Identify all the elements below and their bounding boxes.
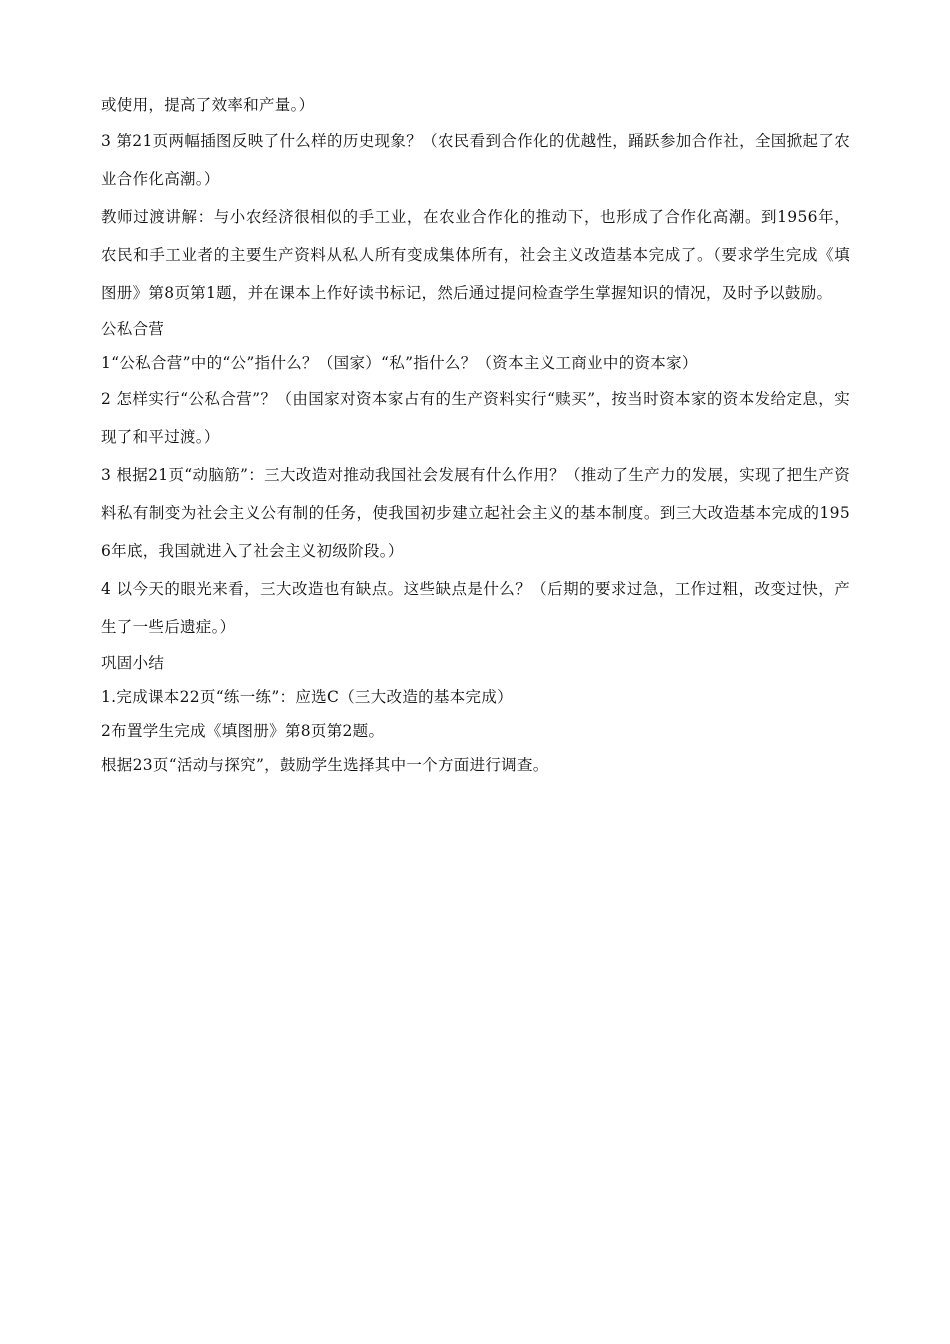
section-heading-joint-ownership: 公私合营 — [101, 320, 165, 338]
paragraph-activity: 根据23页“活动与探究”，鼓励学生选择其中一个方面进行调查。 — [101, 756, 549, 774]
paragraph-summary-1: 1.完成课本22页“练一练”：应选C（三大改造的基本完成） — [101, 688, 513, 706]
paragraph-summary-2: 2布置学生完成《填图册》第8页第2题。 — [101, 722, 385, 740]
paragraph-question-3-illustrations: 3 第21页两幅插图反映了什么样的历史现象？（农民看到合作化的优越性，踊跃参加合作社，全国掀起了农业合作化高潮。） — [101, 132, 850, 188]
paragraph-question-3-brainstorm: 3 根据21页“动脑筋”：三大改造对推动我国社会发展有什么作用？（推动了生产力的发展，实现了把生产资料私有制变为社会主义公有制的任务，使我国初步建立起社会主义的基本制度。到三大改造基本完成的1956年底，我国就进入了社会主义初级阶段。） — [101, 466, 850, 560]
paragraph-question-2-joint: 2 怎样实行“公私合营”？（由国家对资本家占有的生产资料实行“赎买”，按当时资本家的资本发给定息，实现了和平过渡。） — [101, 390, 850, 446]
section-heading-summary: 巩固小结 — [101, 654, 165, 672]
paragraph-question-4-shortcomings: 4 以今天的眼光来看，三大改造也有缺点。这些缺点是什么？（后期的要求过急，工作过粗，改变过快，产生了一些后遗症。） — [101, 580, 850, 636]
paragraph-teacher-transition: 教师过渡讲解：与小农经济很相似的手工业，在农业合作化的推动下，也形成了合作化高潮。到1956年，农民和手工业者的主要生产资料从私人所有变成集体所有，社会主义改造基本完成了。（要求学生完成《填图册》第8页第1题，并在课本上作好读书标记，然后通过提问检查学生掌握知识的情况，及时予以鼓励。 — [101, 208, 850, 302]
paragraph-continuation: 或使用，提高了效率和产量。） — [101, 96, 315, 114]
paragraph-question-1-joint: 1“公私合营”中的“公”指什么？（国家）“私”指什么？（资本主义工商业中的资本家） — [101, 354, 698, 372]
